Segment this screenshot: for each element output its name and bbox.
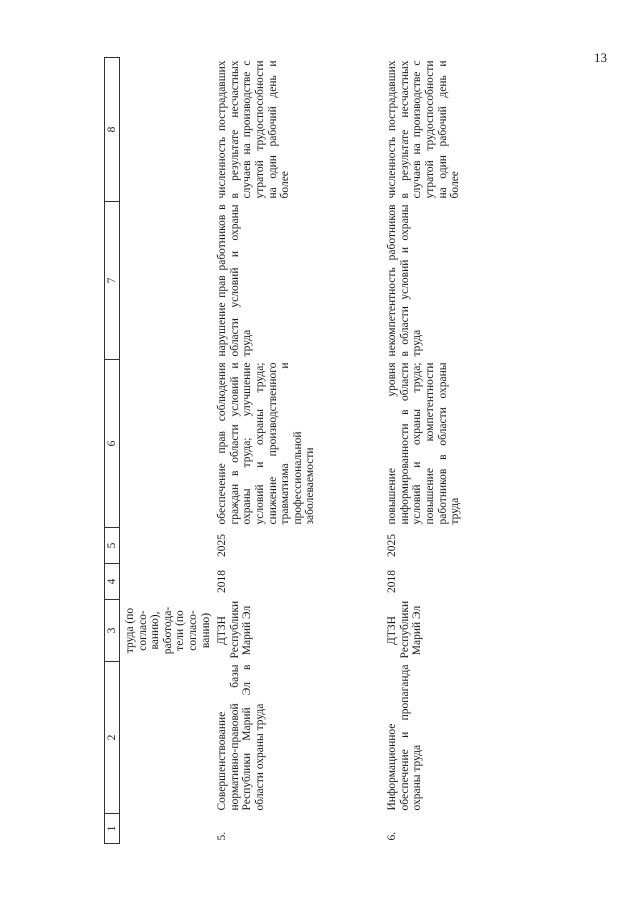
header-col-5: 5 [105,528,120,564]
header-col-8: 8 [105,58,120,202]
header-col-1: 1 [105,814,120,844]
executor: ДТЗН Республики Марий Эл [216,600,254,659]
header-col-4: 4 [105,564,120,600]
activity-name: Совершенствование нормативно-правовой базы Республики Марий Эл в области охраны труда [216,664,266,811]
header-row [105,58,120,844]
page-number: 13 [594,50,607,65]
program-table [104,57,534,844]
rotated-table-page [104,58,534,844]
end-year: 2025 [386,534,399,557]
header-col-2: 2 [105,662,120,814]
table-row [384,58,534,844]
continuation-executor: труда (по согласо-ванию), работода-тели (по согласо-ванию) [124,606,212,655]
header-col-7: 7 [105,202,120,360]
risk-consequence: некомпетентность работников в области условий и охраны труда [386,204,424,357]
end-year: 2025 [216,534,229,557]
expected-result: обеспечение прав соблюдения граждан в области условий и охраны труда; улучшение условий и охраны труда; снижение производственного травматизма и профессиональной заболеваемости [216,362,317,525]
start-year: 2018 [386,570,399,593]
row-number: 5. [216,831,229,841]
header-col-6: 6 [105,360,120,528]
header-col-3: 3 [105,600,120,662]
indicator: численность пострадавших в результате несчастных случаев на производстве с утратой трудоспособности на один рабочий день и более [386,60,462,199]
row-number: 6. [386,831,399,841]
continuation-row [120,58,215,844]
risk-consequence: нарушение прав работников в области условий и охраны труда [216,204,254,357]
indicator: численность пострадавших в результате несчастных случаев на производстве с утратой трудоспособности на один рабочий день и более [216,60,292,199]
start-year: 2018 [216,570,229,593]
table-row [214,58,384,844]
expected-result: повышение уровня информированности в области условий и охраны труда; повышение компетентности работников в области охраны труда [386,362,462,525]
activity-name: Информационное обеспечение и пропаганда охраны труда [386,664,424,811]
executor: ДТЗН Республики Марий Эл [386,600,424,659]
